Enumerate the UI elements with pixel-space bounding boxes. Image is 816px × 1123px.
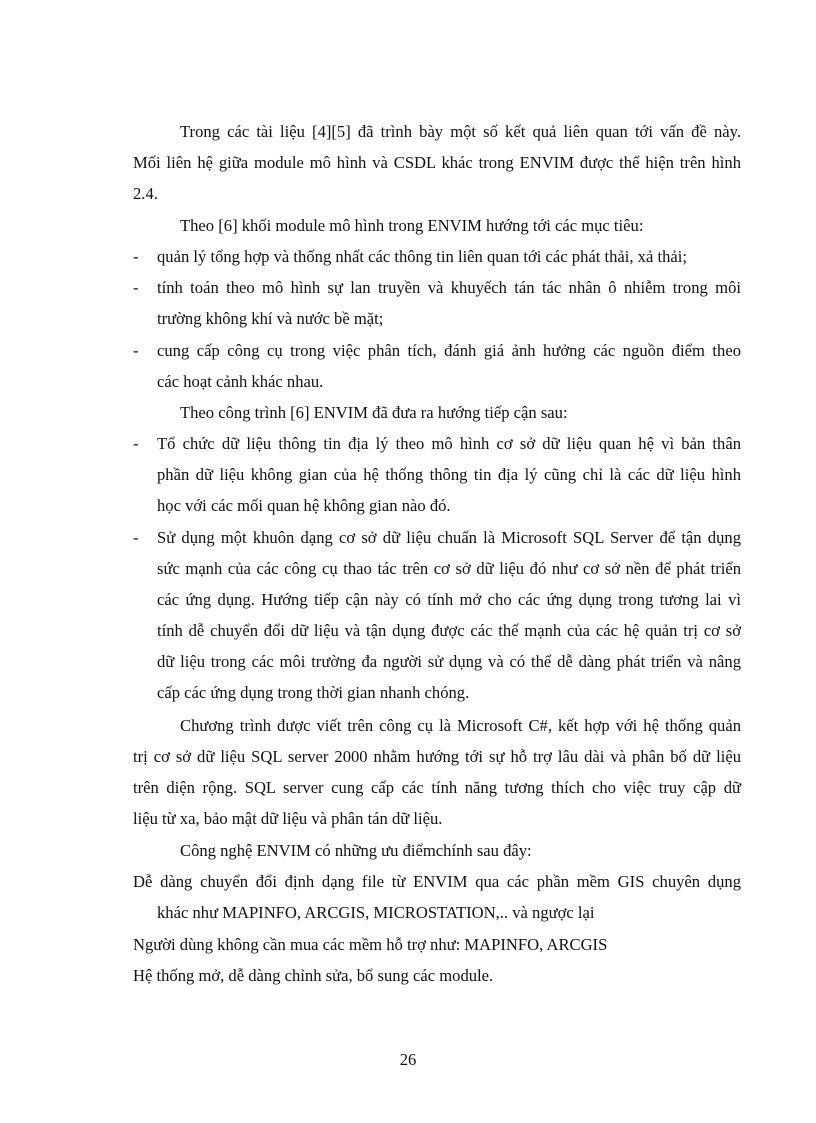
bullet-text: Sử dụng một khuôn dạng cơ sở dữ liệu chuẩn là Microsoft SQL Server để tận dụng xyxy=(157,528,741,547)
bullet-item xyxy=(133,335,741,397)
paragraph-line: trị cơ sở dữ liệu SQL server 2000 nhằm hướng tới sự hỗ trợ lâu dài và phân bố dữ liệu xyxy=(133,747,741,766)
paragraph-line: Người dùng không cần mua các mềm hỗ trợ như: MAPINFO, ARCGIS xyxy=(133,935,608,954)
bullet-text: các hoạt cảnh khác nhau. xyxy=(157,372,324,391)
bullet-dash: - xyxy=(133,341,139,360)
bullet-dash: - xyxy=(133,434,139,453)
paragraph-line: Theo [6] khối module mô hình trong ENVIM hướng tới các mục tiêu: xyxy=(180,216,644,235)
bullet-text: Tổ chức dữ liệu thông tin địa lý theo mô hình cơ sở dữ liệu quan hệ vì bản thân xyxy=(157,434,741,453)
bullet-text: dữ liệu trong các môi trường đa người sử dụng và có thể dễ dàng phát triển và nâng xyxy=(157,652,741,671)
bullet-item xyxy=(133,428,741,521)
bullet-text: cung cấp công cụ trong việc phân tích, đánh giá ảnh hưởng các nguồn điểm theo xyxy=(157,341,741,360)
paragraph-line: Mối liên hệ giữa module mô hình và CSDL khác trong ENVIM được thể hiện trên hình xyxy=(133,153,741,172)
bullet-dash: - xyxy=(133,528,139,547)
bullet-text: các ứng dụng. Hướng tiếp cận này có tính mở cho các ứng dụng trong tương lai vì xyxy=(157,590,741,609)
paragraph-line: 2.4. xyxy=(133,184,158,203)
paragraph-line: Theo công trình [6] ENVIM đã đưa ra hướng tiếp cận sau: xyxy=(180,403,568,422)
bullet-text: quản lý tổng hợp và thống nhất các thông tin liên quan tới các phát thải, xả thải; xyxy=(157,247,687,266)
bullet-item xyxy=(133,522,741,708)
paragraph-line: Dễ dàng chuyển đổi định dạng file từ ENVIM qua các phần mềm GIS chuyên dụng xyxy=(133,872,741,891)
bullet-text: học với các mối quan hệ không gian nào đó. xyxy=(157,496,451,515)
bullet-item xyxy=(133,241,741,272)
bullet-text: phần dữ liệu không gian của hệ thống thông tin địa lý cũng chỉ là các dữ liệu hình xyxy=(157,465,741,484)
paragraph-line: Công nghệ ENVIM có những ưu điểmchính sau đây: xyxy=(180,841,532,860)
paragraph-line: liệu từ xa, bảo mật dữ liệu và phân tán dữ liệu. xyxy=(133,809,443,828)
paragraph-line: trên diện rộng. SQL server cung cấp các tính năng tương thích cho việc truy cập dữ xyxy=(133,778,741,797)
bullet-dash: - xyxy=(133,278,139,297)
bullet-dash: - xyxy=(133,247,139,266)
paragraph-line: Chương trình được viết trên công cụ là Microsoft C#, kết hợp với hệ thống quản xyxy=(180,716,741,735)
bullet-text: tính toán theo mô hình sự lan truyền và khuyếch tán tác nhân ô nhiễm trong môi xyxy=(157,278,741,297)
bullet-text: trường không khí và nước bề mặt; xyxy=(157,309,384,328)
bullet-text: tính dễ chuyển đổi dữ liệu và tận dụng được các thế mạnh của các hệ quản trị cơ sở xyxy=(157,621,741,640)
paragraph-line: Hệ thống mở, dễ dàng chỉnh sửa, bổ sung các module. xyxy=(133,966,494,985)
page-number: 26 xyxy=(399,1050,417,1069)
bullet-text: cấp các ứng dụng trong thời gian nhanh chóng. xyxy=(157,683,470,702)
bullet-text: sức mạnh của các công cụ thao tác trên cơ sở dữ liệu đó như cơ sở nền để phát triển xyxy=(157,559,741,578)
bullet-item xyxy=(133,272,741,334)
paragraph-line: Trong các tài liệu [4][5] đã trình bày một số kết quả liên quan tới vấn đề này. xyxy=(180,122,741,141)
paragraph-line: khác như MAPINFO, ARCGIS, MICROSTATION,.. và ngược lại xyxy=(157,903,595,922)
